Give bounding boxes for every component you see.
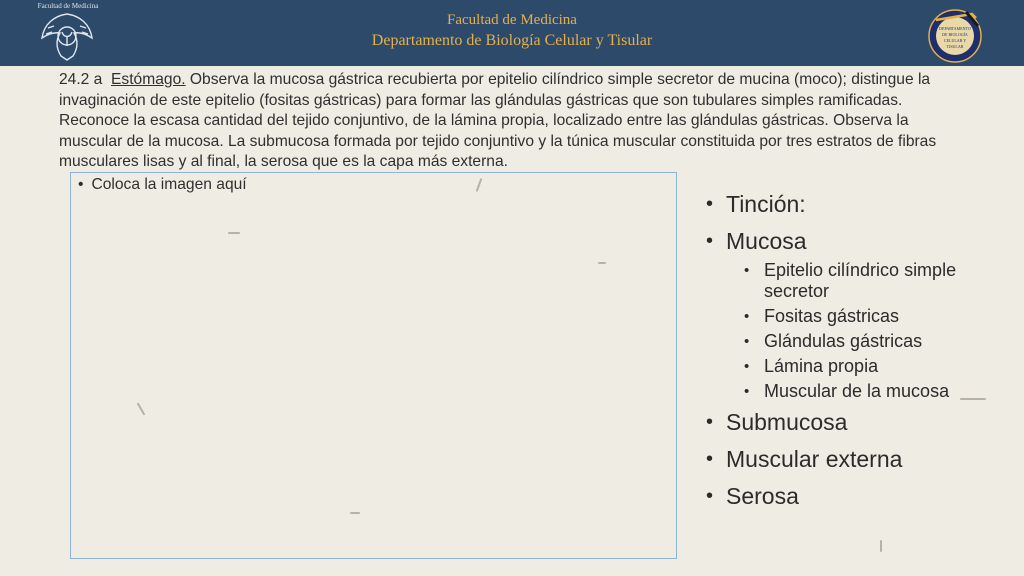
list-item: • Muscular de la mucosa — [744, 381, 1006, 402]
exercise-heading: Estómago. — [111, 71, 186, 88]
svg-text:CELULAR Y: CELULAR Y — [943, 38, 967, 43]
list-item: • Fositas gástricas — [744, 306, 1006, 327]
list-item: • Lámina propia — [744, 356, 1006, 377]
mucosa-sublist — [744, 260, 1006, 402]
outline-serosa: • Serosa — [706, 482, 1006, 511]
svg-text:DE BIOLOGÍA: DE BIOLOGÍA — [942, 32, 968, 37]
header-titles — [262, 10, 762, 52]
list-item: • Glándulas gástricas — [744, 331, 1006, 352]
outline-mucosa: • Mucosa — [706, 227, 1006, 256]
header-bar — [0, 0, 1024, 66]
outline-submucosa: • Submucosa — [706, 408, 1006, 437]
list-item: • Epitelio cilíndrico simple secretor — [744, 260, 1006, 302]
outline-muscular-externa: • Muscular externa — [706, 445, 1006, 474]
image-placeholder-text[interactable]: • Coloca la imagen aquí — [78, 176, 247, 194]
faculty-crest-icon — [34, 2, 100, 64]
structure-outline — [706, 190, 1006, 519]
outline-tincion: • Tinción: — [706, 190, 1006, 219]
exercise-description — [59, 70, 959, 173]
department-logo — [926, 6, 984, 64]
exercise-number: 24.2 a — [59, 71, 103, 88]
department-seal-icon — [926, 6, 984, 64]
paper-texture — [880, 540, 882, 552]
faculty-logo — [34, 2, 100, 64]
svg-text:TISULAR: TISULAR — [946, 44, 964, 49]
faculty-title: Facultad de Medicina — [447, 12, 577, 28]
svg-text:DEPARTAMENTO: DEPARTAMENTO — [939, 26, 971, 31]
department-title: Departamento de Biología Celular y Tisular — [371, 32, 653, 49]
exercise-body: Observa la mucosa gástrica recubierta por epitelio cilíndrico simple secretor de mucina (moco); distingue la invaginación de este epitelio (fositas gástricas) para formar las glándulas gástricas que son tubulares simples ramificadas. Reconoce la escasa cantidad del tejido conjuntivo, de la lámina propia, localizado entre las glándulas gástricas. Observa la muscular de la mucosa. La submucosa formada por tejido conjuntivo y la túnica muscular constituida por tres estratos de fibras musculares lisas y al final, la serosa que es la capa más externa. — [59, 71, 937, 171]
image-placeholder-box[interactable] — [70, 172, 677, 559]
faculty-logo-caption: Facultad de Medicina — [37, 2, 99, 10]
